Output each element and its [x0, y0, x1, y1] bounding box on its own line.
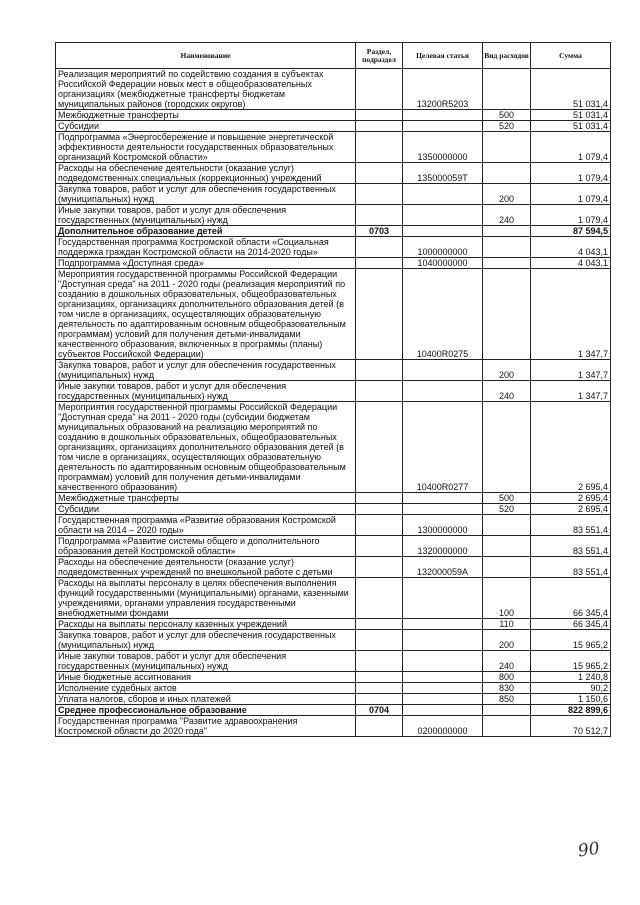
cell-section: [356, 258, 403, 269]
table-row: [56, 163, 611, 184]
table-row: [56, 381, 611, 402]
cell-target: 1300000000: [403, 515, 483, 536]
cell-target: [403, 184, 483, 205]
cell-sum: 1 150,6: [531, 694, 611, 705]
cell-name: Государственная программа Костромской области «Социальная поддержка граждан Костромской области на 2014-2020 годы»: [56, 237, 356, 258]
table-row: [56, 705, 611, 716]
cell-target: [403, 205, 483, 226]
cell-name: Подпрограмма «Развитие системы общего и дополнительного образования детей Костромской области»: [56, 536, 356, 557]
cell-name: Исполнение судебных актов: [56, 683, 356, 694]
cell-type: 520: [483, 121, 531, 132]
cell-sum: 2 695,4: [531, 493, 611, 504]
cell-section: [356, 515, 403, 536]
cell-type: [483, 716, 531, 737]
cell-type: 200: [483, 360, 531, 381]
table-row: [56, 694, 611, 705]
cell-section: [356, 493, 403, 504]
cell-target: [403, 672, 483, 683]
cell-type: 850: [483, 694, 531, 705]
cell-target: [403, 683, 483, 694]
cell-type: [483, 515, 531, 536]
table-row: [56, 578, 611, 619]
cell-sum: 1 079,4: [531, 184, 611, 205]
cell-name: Среднее профессиональное образование: [56, 705, 356, 716]
cell-type: [483, 269, 531, 360]
cell-name: Закупка товаров, работ и услуг для обеспечения государственных (муниципальных) нужд: [56, 360, 356, 381]
cell-type: 200: [483, 630, 531, 651]
cell-section: [356, 694, 403, 705]
cell-section: [356, 121, 403, 132]
table-row: [56, 69, 611, 110]
cell-target: 132000059А: [403, 557, 483, 578]
cell-type: 520: [483, 504, 531, 515]
cell-type: [483, 557, 531, 578]
cell-section: 0704: [356, 705, 403, 716]
table-row: [56, 619, 611, 630]
cell-sum: 51 031,4: [531, 69, 611, 110]
header-sum: Сумма: [531, 43, 611, 69]
cell-target: [403, 694, 483, 705]
cell-target: [403, 578, 483, 619]
cell-type: 830: [483, 683, 531, 694]
table-row: [56, 683, 611, 694]
cell-section: [356, 163, 403, 184]
cell-name: Расходы на выплаты персоналу в целях обеспечения выполнения функций государственными (муниципальными) органами, казенными учреждениями, органами управления государственными внебюджетными фондами: [56, 578, 356, 619]
cell-target: [403, 360, 483, 381]
cell-type: 100: [483, 578, 531, 619]
cell-name: Расходы на выплаты персоналу казенных учреждений: [56, 619, 356, 630]
cell-name: Уплата налогов, сборов и иных платежей: [56, 694, 356, 705]
table-row: [56, 716, 611, 737]
cell-sum: 15 965,2: [531, 651, 611, 672]
cell-sum: 66 345,4: [531, 578, 611, 619]
table-row: [56, 237, 611, 258]
cell-target: [403, 705, 483, 716]
table-row: [56, 504, 611, 515]
cell-section: [356, 237, 403, 258]
table-row: [56, 269, 611, 360]
cell-target: 1320000000: [403, 536, 483, 557]
cell-sum: 90,2: [531, 683, 611, 694]
cell-target: [403, 493, 483, 504]
cell-name: Государственная программа «Развитие образования Костромской области на 2014 – 2020 годы»: [56, 515, 356, 536]
table-row: [56, 651, 611, 672]
cell-name: Расходы на обеспечение деятельности (оказание услуг) подведомственных специальных (коррекционных) учреждений: [56, 163, 356, 184]
cell-sum: 4 043,1: [531, 258, 611, 269]
cell-section: [356, 683, 403, 694]
cell-type: [483, 132, 531, 163]
cell-type: 500: [483, 493, 531, 504]
cell-target: 1000000000: [403, 237, 483, 258]
header-target: Целевая статья: [403, 43, 483, 69]
cell-target: 0200000000: [403, 716, 483, 737]
table-row: [56, 672, 611, 683]
cell-target: 10400R0275: [403, 269, 483, 360]
table-row: [56, 132, 611, 163]
cell-sum: 15 965,2: [531, 630, 611, 651]
cell-sum: 51 031,4: [531, 110, 611, 121]
table-header-row: [56, 43, 611, 69]
cell-target: [403, 226, 483, 237]
table-row: [56, 515, 611, 536]
cell-target: [403, 121, 483, 132]
cell-name: Реализация мероприятий по содействию создания в субъектах Российской Федерации новых мест в общеобразовательных организациях (межбюджетные трансферты бюджетам муниципальных районов (городских округов): [56, 69, 356, 110]
cell-target: 1350000000: [403, 132, 483, 163]
cell-sum: 66 345,4: [531, 619, 611, 630]
table-row: [56, 121, 611, 132]
cell-type: [483, 258, 531, 269]
cell-section: [356, 132, 403, 163]
cell-section: [356, 269, 403, 360]
cell-type: [483, 705, 531, 716]
cell-name: Субсидии: [56, 504, 356, 515]
cell-type: [483, 226, 531, 237]
cell-type: 240: [483, 205, 531, 226]
table-row: [56, 402, 611, 493]
header-type: Вид расходов: [483, 43, 531, 69]
table-row: [56, 205, 611, 226]
cell-sum: 70 512,7: [531, 716, 611, 737]
table-row: [56, 258, 611, 269]
cell-section: [356, 69, 403, 110]
cell-type: 110: [483, 619, 531, 630]
cell-sum: 1 079,4: [531, 163, 611, 184]
cell-section: [356, 630, 403, 651]
cell-name: Закупка товаров, работ и услуг для обеспечения государственных (муниципальных) нужд: [56, 630, 356, 651]
cell-section: [356, 672, 403, 683]
cell-sum: 2 695,4: [531, 504, 611, 515]
cell-section: [356, 716, 403, 737]
cell-type: 800: [483, 672, 531, 683]
cell-section: [356, 381, 403, 402]
cell-name: Иные закупки товаров, работ и услуг для обеспечения государственных (муниципальных) нужд: [56, 381, 356, 402]
cell-type: 500: [483, 110, 531, 121]
cell-sum: 1 079,4: [531, 132, 611, 163]
cell-sum: 83 551,4: [531, 536, 611, 557]
cell-name: Закупка товаров, работ и услуг для обеспечения государственных (муниципальных) нужд: [56, 184, 356, 205]
cell-name: Мероприятия государственной программы Российской Федерации "Доступная среда" на 2011 - 2020 годы (субсидии бюджетам муниципальных образований на реализацию мероприятий по созданию в дошкольных образовательных, общеобразовательных организациях, организациях дополнительного образования детей (в том числе в организациях, осуществляющих образовательную деятельность по адаптированным основным общеобразовательным программам) условий для получения детьми-инвалидами качественного образования): [56, 402, 356, 493]
cell-name: Иные бюджетные ассигнования: [56, 672, 356, 683]
header-section: Раздел, подраздел: [356, 43, 403, 69]
cell-name: Межбюджетные трансферты: [56, 493, 356, 504]
cell-type: [483, 163, 531, 184]
cell-sum: 1 347,7: [531, 381, 611, 402]
cell-target: [403, 381, 483, 402]
cell-target: 135000059Т: [403, 163, 483, 184]
cell-target: [403, 619, 483, 630]
cell-name: Подпрограмма «Энергосбережение и повышение энергетической эффективности деятельности государственных образовательных организаций Костромской области»: [56, 132, 356, 163]
cell-type: [483, 536, 531, 557]
budget-table: [55, 42, 611, 737]
cell-name: Расходы на обеспечение деятельности (оказание услуг) подведомственных учреждений по внешкольной работе с детьми: [56, 557, 356, 578]
cell-target: 1040000000: [403, 258, 483, 269]
page-number: 90: [576, 838, 601, 862]
cell-sum: 1 079,4: [531, 205, 611, 226]
cell-section: [356, 578, 403, 619]
cell-target: 10400R0277: [403, 402, 483, 493]
table-row: [56, 184, 611, 205]
cell-target: 13200R5203: [403, 69, 483, 110]
cell-type: [483, 402, 531, 493]
cell-section: [356, 504, 403, 515]
cell-section: [356, 402, 403, 493]
cell-name: Дополнительное образование детей: [56, 226, 356, 237]
cell-type: [483, 69, 531, 110]
cell-type: 240: [483, 381, 531, 402]
cell-type: 200: [483, 184, 531, 205]
cell-sum: 2 695,4: [531, 402, 611, 493]
cell-sum: 87 594,5: [531, 226, 611, 237]
cell-section: [356, 619, 403, 630]
cell-sum: 4 043,1: [531, 237, 611, 258]
cell-section: [356, 110, 403, 121]
cell-name: Иные закупки товаров, работ и услуг для обеспечения государственных (муниципальных) нужд: [56, 205, 356, 226]
cell-section: [356, 205, 403, 226]
cell-section: [356, 557, 403, 578]
cell-name: Иные закупки товаров, работ и услуг для обеспечения государственных (муниципальных) нужд: [56, 651, 356, 672]
cell-target: [403, 630, 483, 651]
cell-sum: 822 899,6: [531, 705, 611, 716]
cell-name: Мероприятия государственной программы Российской Федерации "Доступная среда" на 2011 - 2020 годы (реализация мероприятий по созданию в дошкольных образовательных, общеобразовательных организациях, организациях дополнительного образования детей (в том числе в организациях, осуществляющих образовательную деятельность по адаптированным основным общеобразовательным программам) условий для получения детьми-инвалидами качественного образования, включенных в программы (планы) субъектов Российской Федерации): [56, 269, 356, 360]
cell-section: 0703: [356, 226, 403, 237]
cell-sum: 83 551,4: [531, 515, 611, 536]
cell-section: [356, 651, 403, 672]
cell-name: Субсидии: [56, 121, 356, 132]
cell-sum: 83 551,4: [531, 557, 611, 578]
cell-target: [403, 651, 483, 672]
table-row: [56, 110, 611, 121]
cell-sum: 1 240,8: [531, 672, 611, 683]
cell-sum: 1 347,7: [531, 360, 611, 381]
table-row: [56, 493, 611, 504]
cell-target: [403, 110, 483, 121]
table-row: [56, 226, 611, 237]
cell-sum: 1 347,7: [531, 269, 611, 360]
cell-name: Подпрограмма «Доступная среда»: [56, 258, 356, 269]
cell-name: Государственная программа "Развитие здравоохранения Костромской области до 2020 года": [56, 716, 356, 737]
cell-sum: 51 031,4: [531, 121, 611, 132]
table-row: [56, 630, 611, 651]
cell-name: Межбюджетные трансферты: [56, 110, 356, 121]
table-body: [56, 69, 611, 737]
table-row: [56, 360, 611, 381]
table-row: [56, 557, 611, 578]
table-row: [56, 536, 611, 557]
cell-target: [403, 504, 483, 515]
cell-type: [483, 237, 531, 258]
cell-section: [356, 360, 403, 381]
cell-section: [356, 536, 403, 557]
cell-type: 240: [483, 651, 531, 672]
cell-section: [356, 184, 403, 205]
header-name: Наименование: [56, 43, 356, 69]
